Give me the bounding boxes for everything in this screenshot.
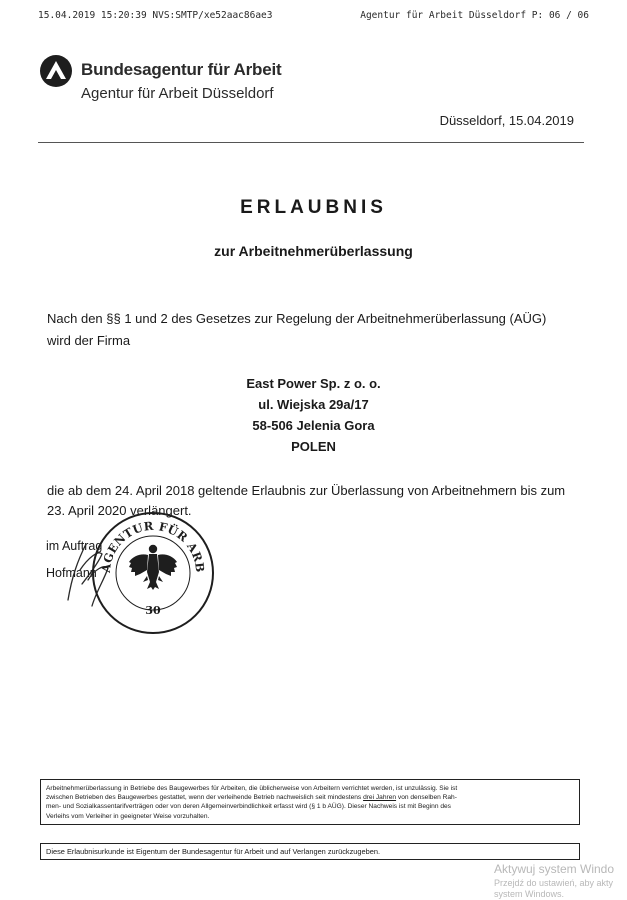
fax-header-left: 15.04.2019 15:20:39 NVS:SMTP/xe52aac86ae3 — [38, 10, 273, 21]
company-name: East Power Sp. z o. o. — [246, 376, 381, 391]
company-country: POLEN — [291, 439, 336, 454]
company-city: 58-506 Jelenia Gora — [252, 418, 375, 433]
notice-line-2-start: zwischen Betrieben des Baugewerbes gestattet, wenn der verleihende Betrieb nachweislich seit mindestens — [46, 794, 364, 802]
org-name: Bundesagentur für Arbeit — [81, 60, 282, 79]
fax-header-right: Agentur für Arbeit Düsseldorf P: 06 / 06 — [360, 10, 589, 21]
seal-number: 30 — [145, 604, 161, 617]
notice-line-4: Verleihs vom Verleiher in geeigneter Weise vorzuhalten. — [46, 812, 210, 820]
header-divider — [38, 142, 584, 143]
watermark-line-2: Przejdź do ustawień, aby akty — [494, 878, 614, 888]
document-subtitle: zur Arbeitnehmerüberlassung — [214, 243, 413, 259]
ba-logo-icon — [40, 55, 72, 87]
notice-underlined-term: drei Jahren — [363, 794, 397, 802]
letterhead — [40, 55, 420, 105]
legal-notice-box — [40, 779, 580, 825]
intro-line-1: Nach den §§ 1 und 2 des Gesetzes zur Regelung der Arbeitnehmerüberlassung (AÜG) — [47, 311, 547, 326]
watermark-line-3: system Windows. — [494, 889, 565, 899]
seal-graphic — [90, 510, 216, 636]
place-date: Düsseldorf, 15.04.2019 — [439, 113, 574, 128]
seal-ring-text: AGENTUR FÜR ARB — [98, 518, 208, 574]
ownership-notice-box: Diese Erlaubnisurkunde ist Eigentum der Bundesagentur für Arbeit und auf Verlangen zurückzugeben. — [40, 843, 580, 860]
notice-line-2 — [46, 793, 574, 802]
signer-name: Hofmann — [46, 566, 97, 580]
im-auftrag-label: im Auftrag — [46, 539, 103, 553]
company-street: ul. Wiejska 29a/17 — [258, 397, 369, 412]
extension-line-1: die ab dem 24. April 2018 geltende Erlaubnis zur Überlassung von Arbeitnehmern bis zum — [47, 483, 566, 498]
official-seal — [90, 510, 216, 636]
intro-line-2: wird der Firma — [47, 333, 131, 348]
notice-line-2-end: von denselben Rah- — [396, 794, 457, 802]
notice-line-3: men- und Sozialkassentarifverträgen oder von deren Allgemeinverbindlichkeit erfasst wird (§ 1 b AÜG). Dieser Nachweis ist mit Beginn des — [46, 803, 451, 811]
org-subname: Agentur für Arbeit Düsseldorf — [81, 85, 274, 102]
document-title: ERLAUBNIS — [240, 197, 387, 218]
windows-activation-watermark[interactable] — [494, 862, 627, 900]
watermark-line-1: Aktywuj system Windo — [494, 862, 615, 876]
notice-line-1: Arbeitnehmerüberlassung in Betriebe des Baugewerbes für Arbeiten, die üblicherweise von Arbeitern verrichtet werden, ist unzulässig. Sie ist — [46, 785, 458, 792]
federal-eagle-icon — [129, 545, 177, 590]
extension-line-2: 23. April 2020 verlängert. — [47, 503, 192, 518]
fax-header — [38, 10, 589, 24]
